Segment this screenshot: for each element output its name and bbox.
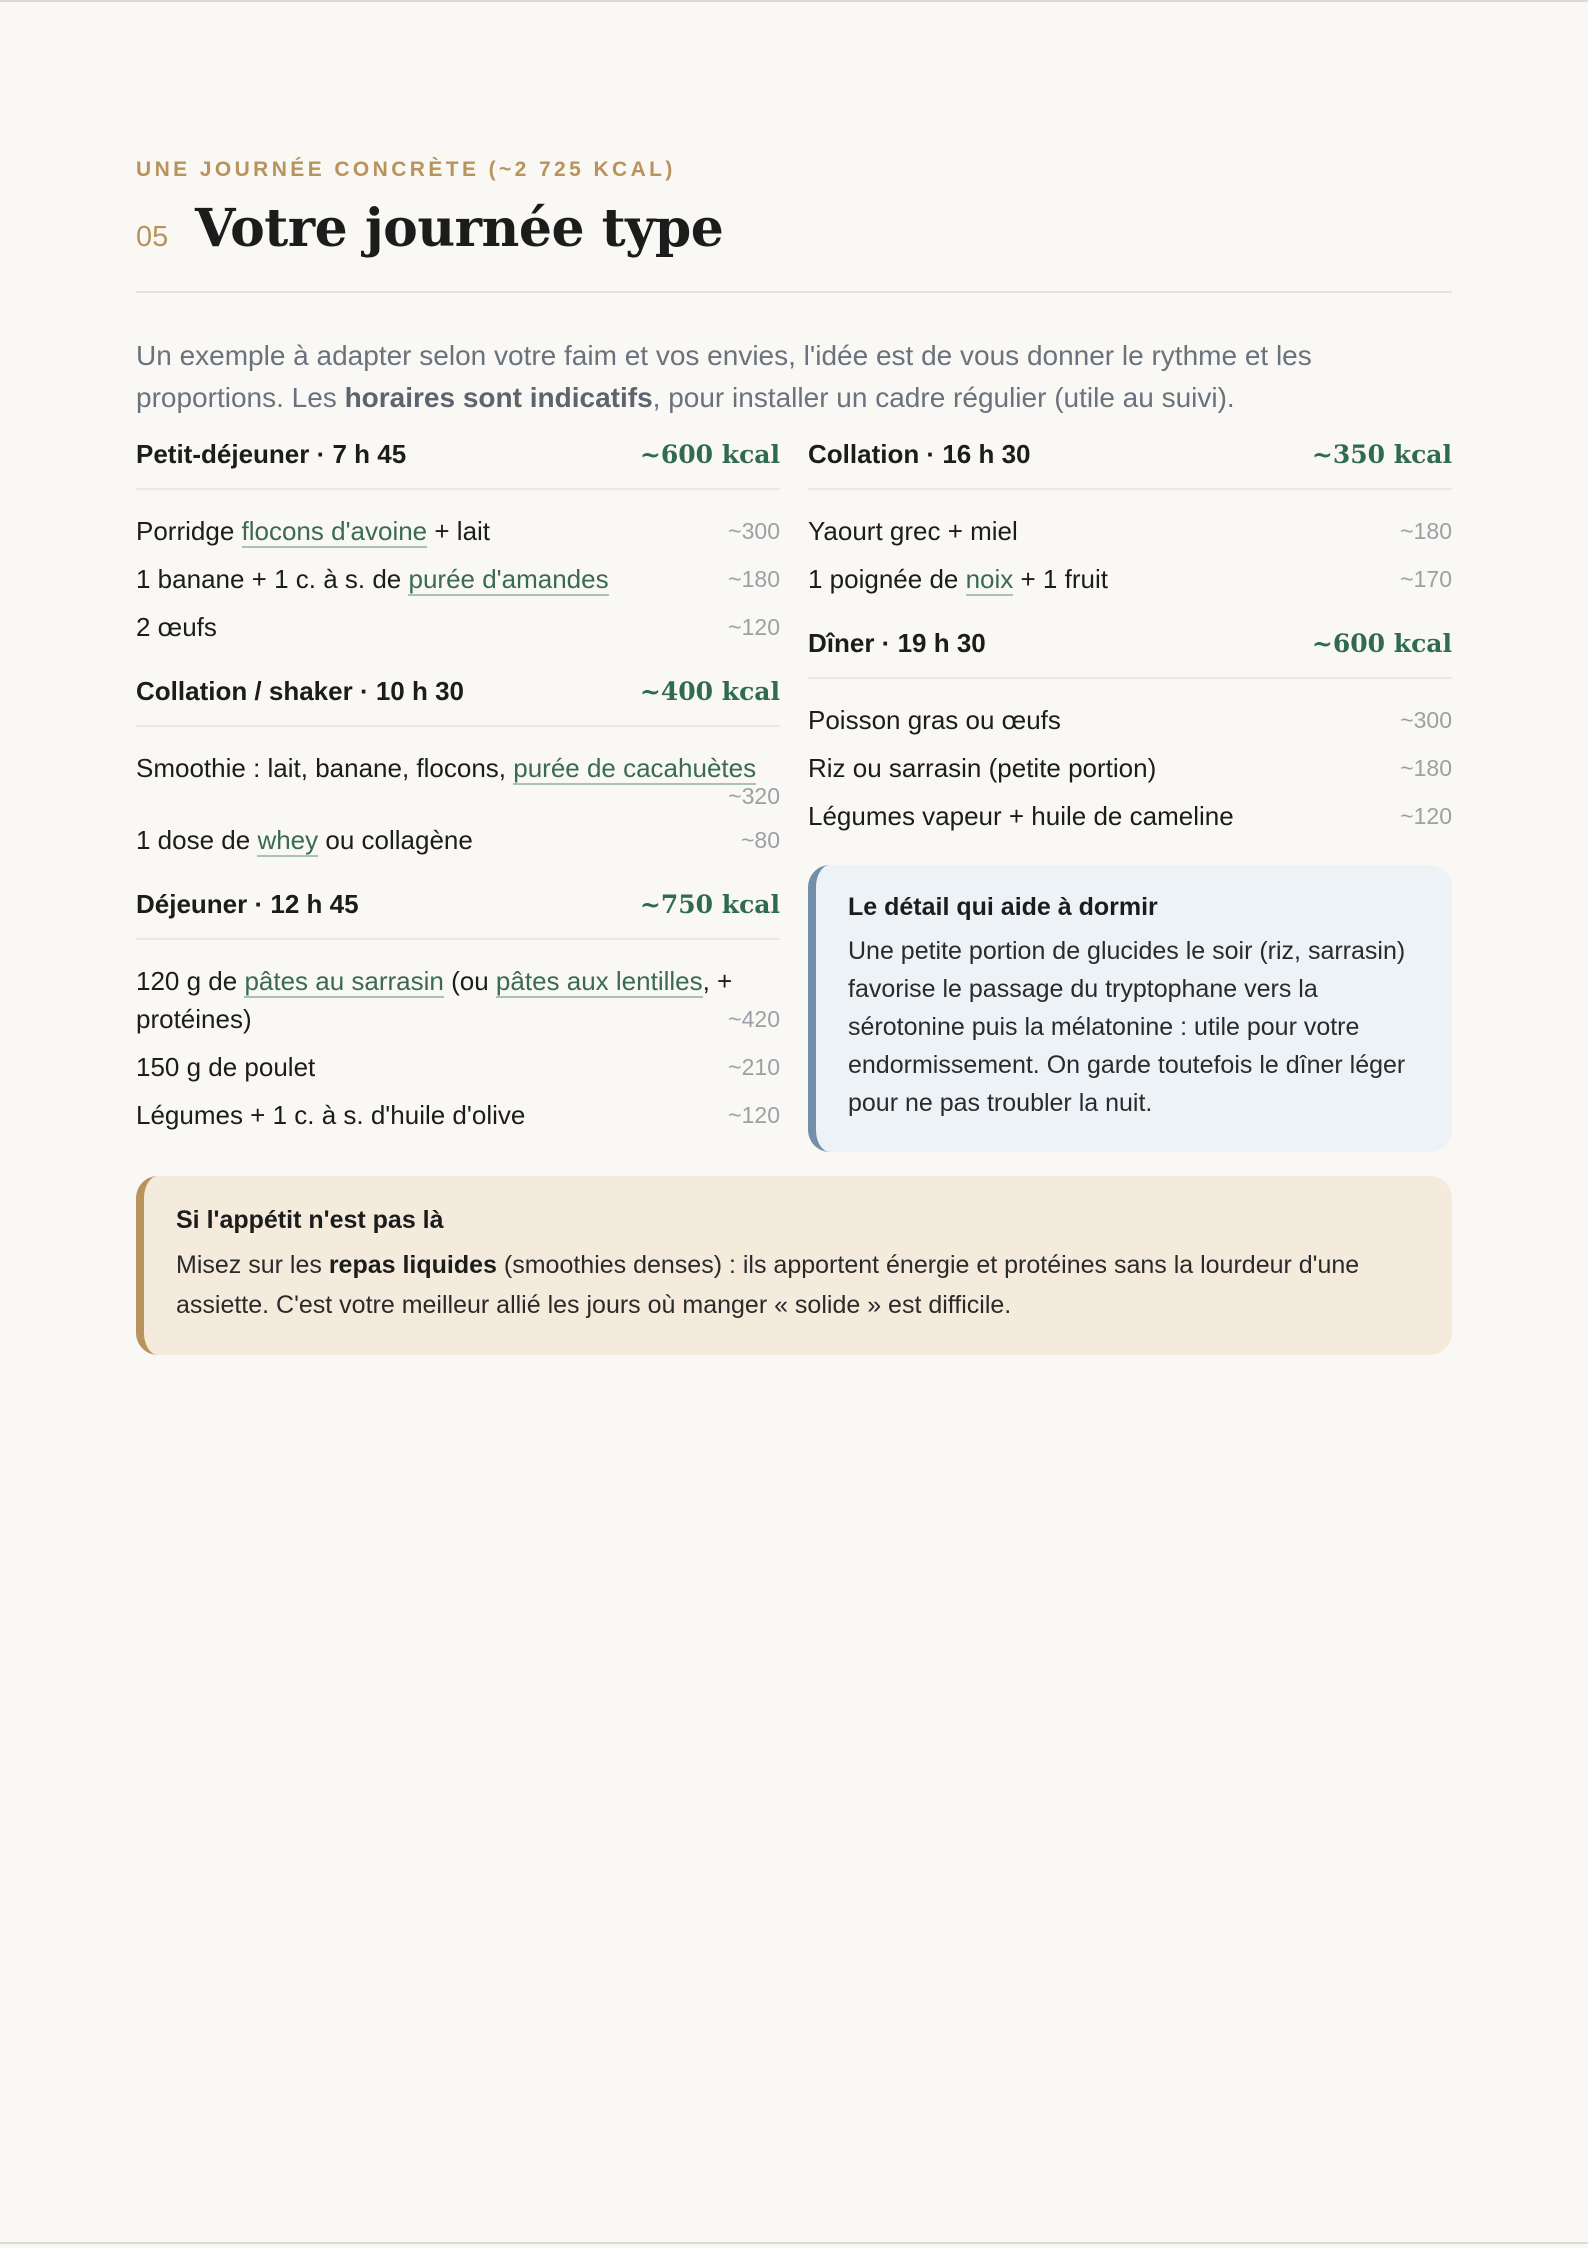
bottom-border	[0, 2242, 1588, 2244]
intro-text-1: Un exemple à adapter selon votre faim et vos envies, l'idée est de vous donner le rythme et les proportions. Les	[136, 340, 1312, 413]
item-kcal: ~80	[740, 827, 780, 853]
item-kcal: ~120	[728, 1102, 780, 1128]
item-text-pre: 1 dose de	[136, 825, 258, 855]
meal-kcal: ~350 kcal	[1311, 440, 1452, 469]
item-kcal: ~320	[728, 783, 780, 809]
item-text	[136, 821, 473, 859]
callout-text-post: (smoothies denses) : ils apportent énergie et protéines sans la lourdeur d'une assiette. C'est votre meilleur allié les jours où manger « solide » est difficile.	[176, 1251, 1360, 1319]
list-item	[136, 962, 780, 1038]
sleep-tip-callout	[808, 865, 1452, 1152]
ingredient-link[interactable]: pâtes au sarrasin	[244, 966, 444, 996]
meal-header	[136, 889, 780, 940]
meal-dinner	[808, 628, 1452, 835]
meal-kcal: ~750 kcal	[639, 890, 780, 919]
item-text-mid: (ou	[443, 966, 496, 996]
item-text: 150 g de poulet	[136, 1052, 316, 1082]
item-text-post: ou collagène	[318, 825, 473, 855]
list-item	[136, 821, 780, 859]
meal-header	[136, 676, 780, 727]
list-item	[808, 512, 1452, 550]
meal-title: Dîner · 19 h 30	[808, 628, 986, 658]
callout-title: Le détail qui aide à dormir	[848, 893, 1158, 921]
item-kcal: ~180	[728, 566, 780, 592]
list-item	[136, 560, 780, 598]
item-text	[136, 966, 732, 1034]
item-text	[136, 753, 756, 785]
callout-title: Si l'appétit n'est pas là	[176, 1206, 444, 1234]
ingredient-link[interactable]: flocons d'avoine	[241, 516, 428, 546]
page	[0, 2, 1588, 1355]
meal-lunch	[136, 889, 780, 1134]
list-item	[808, 797, 1452, 835]
divider	[136, 291, 1452, 293]
list-item	[808, 560, 1452, 598]
item-kcal: ~210	[728, 1054, 780, 1080]
item-text: Yaourt grec + miel	[808, 516, 1018, 546]
meal-snack-afternoon	[808, 439, 1452, 598]
ingredient-link[interactable]: purée de cacahuètes	[513, 753, 757, 783]
list-item	[136, 749, 780, 811]
left-column	[136, 439, 780, 1164]
meal-columns	[136, 439, 1452, 1164]
meal-header	[808, 439, 1452, 490]
meal-kcal: ~600 kcal	[639, 440, 780, 469]
list-item	[808, 701, 1452, 739]
intro-paragraph	[136, 335, 1452, 419]
ingredient-link[interactable]: noix	[965, 564, 1014, 594]
item-text-pre: 120 g de	[136, 966, 245, 996]
meal-snack-morning	[136, 676, 780, 859]
list-item	[808, 749, 1452, 787]
item-kcal: ~120	[728, 614, 780, 640]
item-kcal: ~120	[1400, 803, 1452, 829]
list-item	[136, 512, 780, 550]
meal-title: Collation / shaker · 10 h 30	[136, 676, 464, 706]
list-item	[136, 608, 780, 646]
item-text-pre: Smoothie : lait, banane, flocons,	[136, 753, 514, 783]
item-kcal: ~180	[1400, 755, 1452, 781]
section-eyebrow: UNE JOURNÉE CONCRÈTE (~2 725 KCAL)	[136, 158, 676, 181]
ingredient-link[interactable]: purée d'amandes	[408, 564, 609, 594]
item-kcal: ~300	[728, 518, 780, 544]
item-text-pre: Porridge	[136, 516, 242, 546]
item-text: Légumes vapeur + huile de cameline	[808, 801, 1234, 831]
intro-bold: horaires sont indicatifs	[344, 382, 653, 413]
item-text: 2 œufs	[136, 612, 217, 642]
item-text: Poisson gras ou œufs	[808, 705, 1061, 735]
item-kcal: ~300	[1400, 707, 1452, 733]
meal-title: Collation · 16 h 30	[808, 439, 1031, 469]
item-text: Riz ou sarrasin (petite portion)	[808, 753, 1157, 783]
list-item	[136, 1048, 780, 1086]
meal-kcal: ~400 kcal	[639, 677, 780, 706]
title-row	[136, 198, 1452, 259]
item-kcal: ~170	[1400, 566, 1452, 592]
item-text-pre: 1 banane + 1 c. à s. de	[136, 564, 409, 594]
list-item	[136, 1096, 780, 1134]
item-text-post: + 1 fruit	[1013, 564, 1108, 594]
meal-title: Petit-déjeuner · 7 h 45	[136, 439, 407, 469]
meal-title: Déjeuner · 12 h 45	[136, 889, 359, 919]
ingredient-link[interactable]: pâtes aux lentilles	[495, 966, 703, 996]
meal-breakfast	[136, 439, 780, 646]
callout-body: Une petite portion de glucides le soir (riz, sarrasin) favorise le passage du tryptophane vers la sérotonine puis la mélatonine : utile pour votre endormissement. On garde toutefois le dîner léger pour ne pas troubler la nuit.	[848, 937, 1406, 1117]
meal-header	[136, 439, 780, 490]
ingredient-link[interactable]: whey	[257, 825, 319, 855]
section-number: 05	[136, 221, 169, 253]
item-text-pre: 1 poignée de	[808, 564, 966, 594]
callout-body	[176, 1245, 1416, 1325]
callout-text-pre: Misez sur les	[176, 1251, 329, 1279]
page-title: Votre journée type	[195, 198, 724, 259]
item-text-post: + lait	[427, 516, 491, 546]
item-kcal: ~420	[728, 1006, 780, 1032]
intro-text-2: , pour installer un cadre régulier (utile au suivi).	[652, 382, 1235, 413]
meal-header	[808, 628, 1452, 679]
item-text	[136, 560, 609, 598]
right-column	[808, 439, 1452, 1164]
appetite-tip-callout	[136, 1176, 1452, 1355]
meal-kcal: ~600 kcal	[1311, 629, 1452, 658]
item-text	[136, 512, 490, 550]
callout-bold: repas liquides	[328, 1251, 497, 1279]
item-text	[808, 560, 1108, 598]
item-kcal: ~180	[1400, 518, 1452, 544]
item-text: Légumes + 1 c. à s. d'huile d'olive	[136, 1100, 526, 1130]
item-text-post: , + protéines)	[136, 966, 733, 1034]
